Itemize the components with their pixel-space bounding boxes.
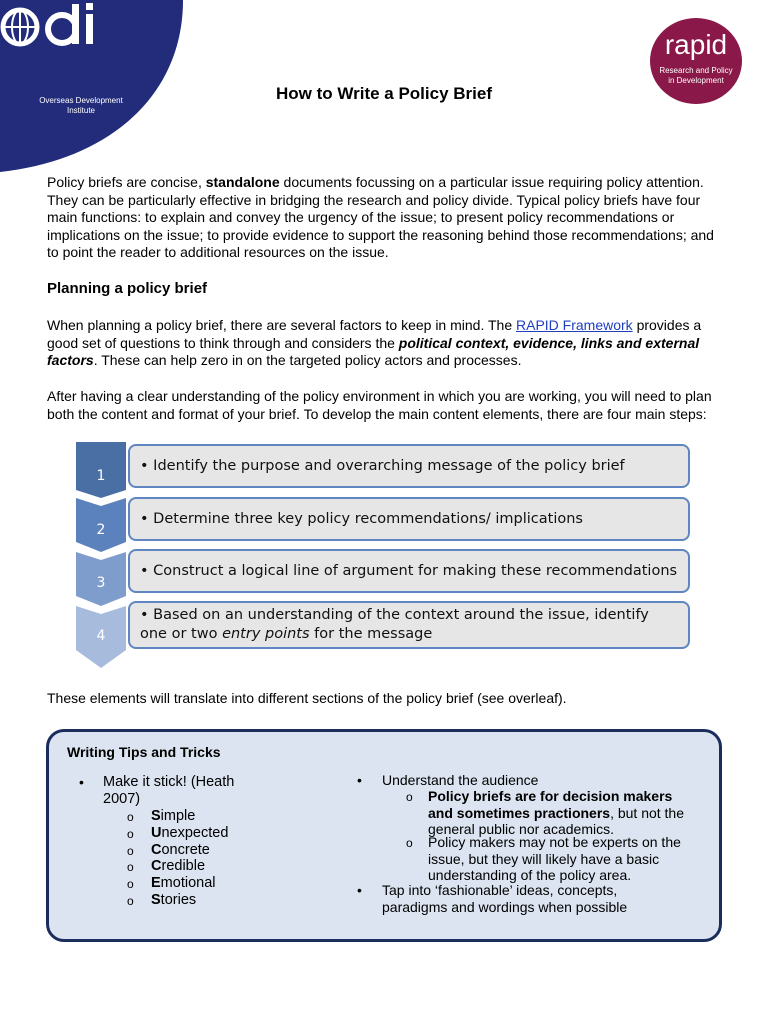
fashionable-ideas-bullet: Tap into ‘fashionable’ ideas, concepts, paradigms and wordings when possible [382,882,628,915]
circle-bullet-icon: o [127,826,134,841]
rapid-logo-word: rapid [664,29,728,60]
sticky-initial: S [151,808,161,824]
sticky-rest: tories [160,892,197,908]
sticky-rest: imple [160,808,196,824]
sticky-rest: redible [161,858,206,875]
odi-subtitle-line2: Institute [66,106,95,115]
step-4-text-b: for the message [309,626,433,642]
sticky-initial: U [151,824,162,841]
planning-text-c: . These can help zero in on the targeted policy actors and processes. [93,352,522,369]
circle-bullet-icon: o [127,843,134,858]
sticky-initial: E [151,875,161,892]
step-2-box: • Determine three key policy recommendations/ implications [128,497,690,541]
planning-paragraph [47,317,727,370]
sticky-initial: C [151,841,162,858]
after-steps-text: These elements will translate into different sections of the policy brief (see overleaf). [47,690,567,706]
intro-text-b: documents focussing on a particular issue requiring policy attention. They can be particularly effective in bridging the research and policy divide. Typical policy briefs have four main functions: to explain and convey the urgency of the issue; to present policy recommendations or implications on the issue; to provide evidence to support the reasoning behind those recommendations; and to point the reader to additional resources on the issue. [47,174,714,261]
circle-bullet-icon: o [127,894,134,908]
sticky-rest: motional [160,875,216,892]
circle-bullet-icon: o [127,877,134,892]
planning-heading: Planning a policy brief [47,280,208,297]
step-3-box: • Construct a logical line of argument for making these recommendations [128,549,690,593]
step-1-text: Identify the purpose and overarching message of the policy brief [153,458,625,474]
understand-audience-bullet: Understand the audience [382,772,539,788]
odi-subtitle-line1: Overseas Development [39,96,123,105]
audience-sub-1-rest: , but not the general public nor academics. [428,804,685,838]
step-2-text: Determine three key policy recommendations/ implications [153,511,583,527]
sticky-list-item [151,892,196,909]
step-1-number: 1 [96,468,106,484]
circle-bullet-icon: o [127,860,134,875]
circle-bullet-icon: o [406,836,413,850]
step-3-text: Construct a logical line of argument for making these recommendations [153,563,678,579]
step-4-text-italic: entry points [222,626,310,642]
rapid-sub-line1: Research and Policy [659,66,733,75]
circle-bullet-icon: o [406,790,413,804]
audience-sub-1-bold: Policy briefs are for decision makers and sometimes practioners [428,788,673,821]
steps-diagram [76,442,696,674]
step-1-box: • Identify the purpose and overarching message of the policy brief [128,444,690,488]
sticky-rest: oncrete [161,841,210,858]
odi-wordmark [0,0,100,50]
rapid-logo-subtitle [656,66,736,86]
intro-bold-standalone: standalone [205,174,280,190]
bullet-icon: • [357,882,362,898]
audience-sub-2: Policy makers may not be experts on the issue, but they will likely have a basic understanding of the policy area. [428,834,681,884]
intro-text-a: Policy briefs are concise, [47,174,206,190]
rapid-sub-line2: in Development [668,76,724,85]
step-4-text-a: Based on an understanding of the context around the issue, identify one or two [140,607,649,642]
step-4-number: 4 [96,628,106,644]
intro-paragraph [47,174,727,262]
planning-text-b: provides a good set of questions to think through and considers the [47,317,702,351]
tips-title: Writing Tips and Tricks [67,744,221,760]
rapid-framework-link[interactable]: RAPID Framework [516,317,633,333]
bullet-icon: • [79,774,84,790]
planning-bold-italic: political context, evidence, links and external factors [47,334,700,369]
sticky-list-item [151,858,205,875]
circle-bullet-icon: o [127,810,134,824]
sticky-rest: nexpected [161,824,229,841]
sticky-list-item [151,842,210,859]
sticky-list-item [151,825,228,842]
sticky-initial: S [151,892,161,908]
sticky-list-item [151,808,195,825]
page-title: How to Write a Policy Brief [275,84,492,103]
step-2-number: 2 [96,522,106,538]
step-4-box: • Based on an understanding of the context around the issue, identify one or two entry points for the message [128,601,690,649]
tips-box [46,729,722,942]
steps-intro-paragraph: After having a clear understanding of the policy environment in which you are working, you will need to plan both the content and format of your brief. To develop the main content elements, there are four main steps: [47,388,712,422]
bullet-icon: • [357,772,362,788]
planning-text-a: When planning a policy brief, there are several factors to keep in mind. The [47,317,516,333]
sticky-initial: C [151,858,162,875]
sticky-list-item [151,875,215,892]
step-3-number: 3 [96,575,106,591]
make-it-stick-bullet: Make it stick! (Heath 2007) [103,774,235,807]
audience-sub-1 [428,788,698,838]
